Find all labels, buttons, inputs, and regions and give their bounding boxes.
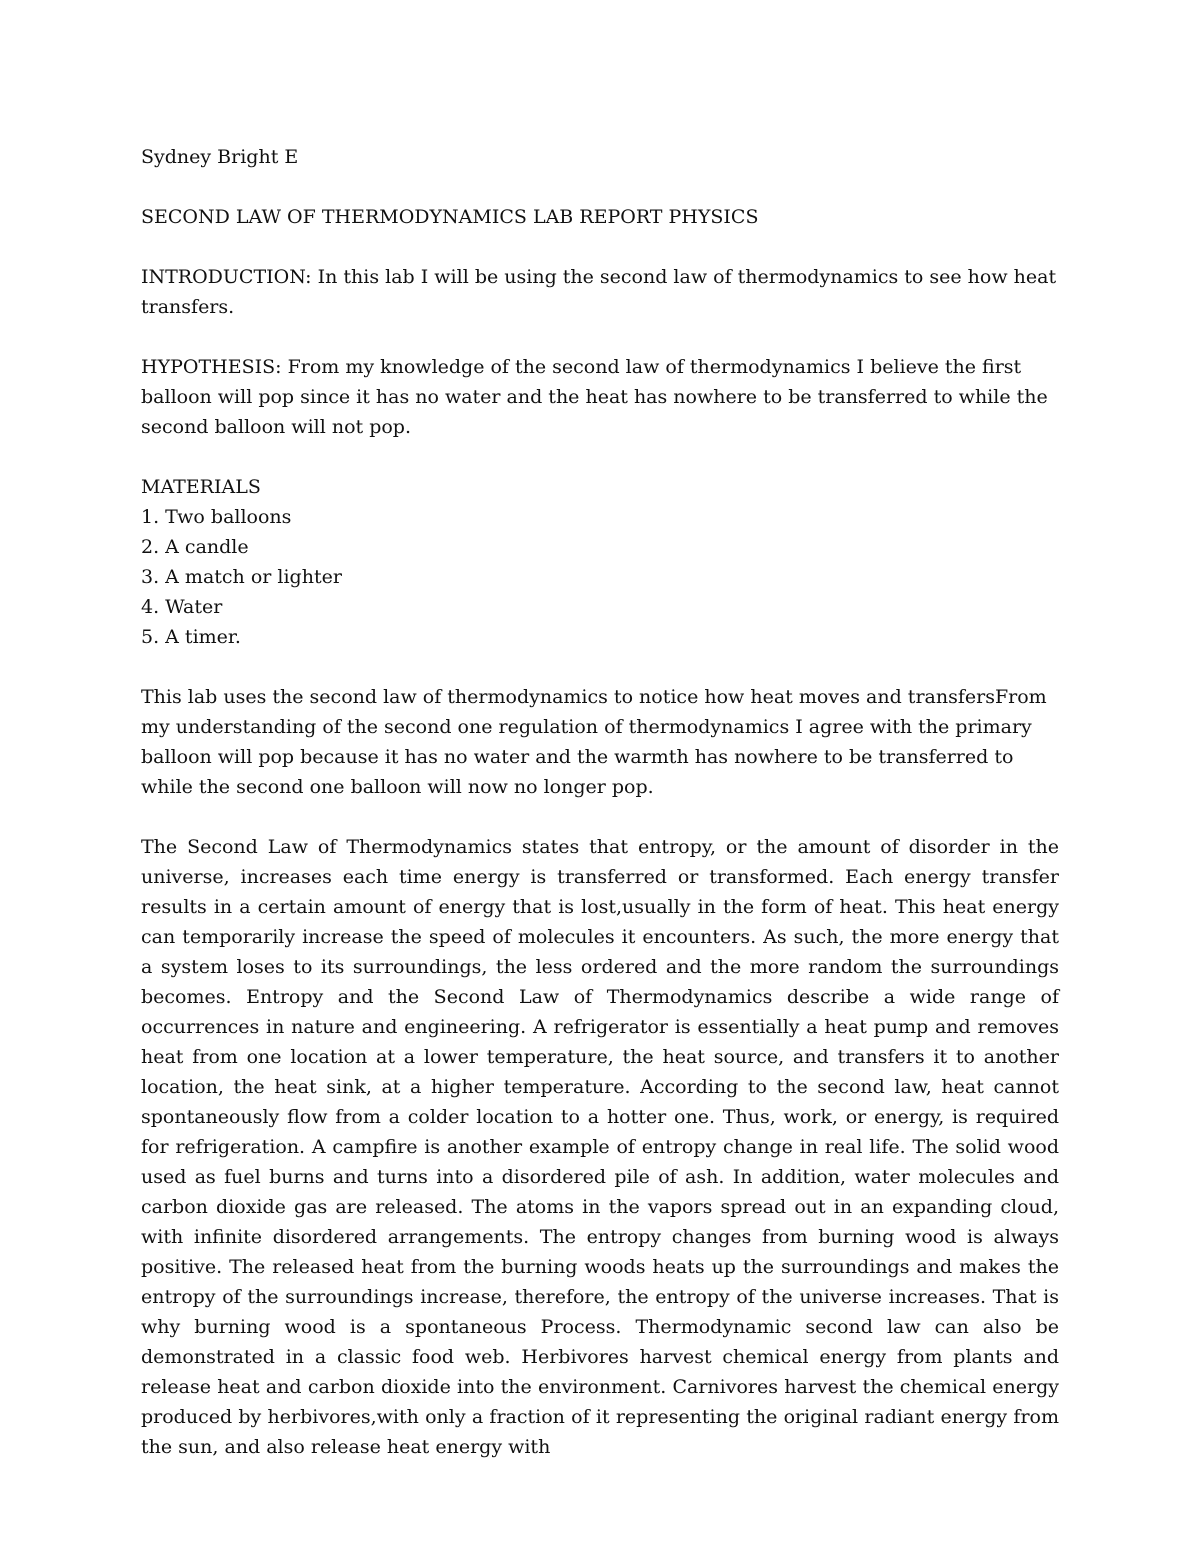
list-item: 2. A candle: [141, 536, 249, 558]
document-body: [141, 142, 1059, 1492]
author-name: Sydney Bright E: [141, 146, 299, 168]
list-item: 1. Two balloons: [141, 506, 292, 528]
materials-heading: MATERIALS: [141, 476, 261, 498]
list-item: 5. A timer.: [141, 626, 241, 648]
hypothesis-paragraph: HYPOTHESIS: From my knowledge of the second law of thermodynamics I believe the first balloon will pop since it has no water and the heat has nowhere to be transferred to while the second balloon will not pop.: [141, 356, 1048, 438]
list-item: 3. A match or lighter: [141, 566, 342, 588]
body-paragraph-1: This lab uses the second law of thermodynamics to notice how heat moves and transfersFrom my understanding of the second one regulation of thermodynamics I agree with the primary balloon will pop because it has no water and the warmth has nowhere to be transferred to while the second one balloon will now no longer pop.: [141, 686, 1047, 798]
list-item: 4. Water: [141, 596, 223, 618]
materials-list: [141, 502, 1059, 652]
report-title: SECOND LAW OF THERMODYNAMICS LAB REPORT PHYSICS: [141, 206, 759, 228]
body-paragraph-2: The Second Law of Thermodynamics states that entropy, or the amount of disorder in the universe, increases each time energy is transferred or transformed. Each energy transfer results in a certain amount of energy that is lost,usually in the form of heat. This heat energy can temporarily increase the speed of molecules it encounters. As such, the more energy that a system loses to its surroundings, the less ordered and the more random the surroundings becomes. Entropy and the Second Law of Thermodynamics describe a wide range of occurrences in nature and engineering. A refrigerator is essentially a heat pump and removes heat from one location at a lower temperature, the heat source, and transfers it to another location, the heat sink, at a higher temperature. According to the second law, heat cannot spontaneously flow from a colder location to a hotter one. Thus, work, or energy, is required for refrigeration. A campfire is another example of entropy change in real life. The solid wood used as fuel burns and turns into a disordered pile of ash. In addition, water molecules and carbon dioxide gas are released. The atoms in the vapors spread out in an expanding cloud, with infinite disordered arrangements. The entropy changes from burning wood is always positive. The released heat from the burning woods heats up the surroundings and makes the entropy of the surroundings increase, therefore, the entropy of the universe increases. That is why burning wood is a spontaneous Process. Thermodynamic second law can also be demonstrated in a classic food web. Herbivores harvest chemical energy from plants and release heat and carbon dioxide into the environment. Carnivores harvest the chemical energy produced by herbivores,with only a fraction of it representing the original radiant energy from the sun, and also release heat energy with: [141, 836, 1059, 1458]
introduction-paragraph: INTRODUCTION: In this lab I will be using the second law of thermodynamics to see how heat transfers.: [141, 266, 1057, 318]
